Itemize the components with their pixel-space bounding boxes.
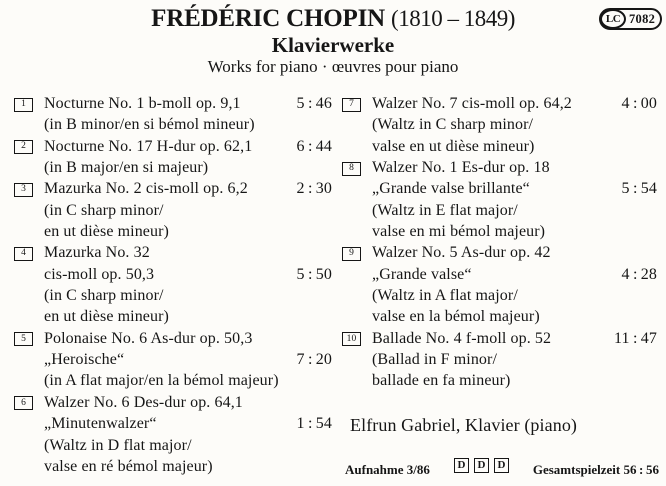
track-text: Polonaise No. 6 As-dur op. 50,3 — [44, 329, 253, 347]
track-text: Mazurka No. 2 cis-moll op. 6,2 — [44, 180, 248, 198]
track-text: Mazurka No. 32 — [44, 244, 150, 262]
track-text: valse en ut dièse mineur) — [372, 137, 535, 155]
track-line — [372, 264, 657, 285]
track-number-box: 4 — [14, 247, 33, 261]
track-time: 2 : 30 — [296, 180, 332, 198]
track-line — [44, 157, 332, 178]
track-time: 6 : 44 — [296, 137, 332, 155]
track-lines — [372, 242, 657, 327]
spars-letter-box: D — [474, 458, 489, 473]
track-line — [372, 200, 657, 221]
track-time: 4 : 28 — [621, 265, 657, 283]
track-text: „Minutenwalzer“ — [44, 415, 157, 433]
track-number-box: 7 — [342, 98, 361, 112]
track-lines — [372, 93, 657, 157]
track-text: (Waltz in C sharp minor/ — [372, 116, 534, 134]
track-text: Walzer No. 6 Des-dur op. 64,1 — [44, 393, 243, 411]
composer-name: FRÉDÉRIC CHOPIN — [151, 5, 385, 32]
track-line — [372, 242, 657, 263]
track-lines — [372, 157, 657, 242]
lc-number: 7082 — [629, 11, 656, 26]
track-text: (in C sharp minor/ — [44, 201, 164, 219]
track-text: (Ballad in F minor/ — [372, 351, 498, 369]
track-number-box: 9 — [342, 247, 361, 261]
track-line — [372, 306, 657, 327]
track-number-box: 10 — [342, 332, 361, 346]
track-entry — [14, 93, 332, 136]
work-subtitle: Works for piano · œuvres pour piano — [207, 56, 459, 76]
track-time: 7 : 20 — [296, 351, 332, 369]
track-lines — [372, 328, 657, 392]
track-time: 5 : 46 — [296, 95, 332, 112]
track-line — [44, 221, 332, 242]
track-text: en ut dièse mineur) — [44, 223, 169, 241]
track-entry — [14, 392, 332, 477]
track-text: cis-moll op. 50,3 — [44, 265, 155, 283]
track-text: (Waltz in E flat major/ — [372, 201, 518, 219]
spars-letter-box: D — [454, 458, 469, 473]
track-text: valse en la bémol majeur) — [372, 308, 540, 326]
track-number-box: 5 — [14, 332, 33, 346]
track-line — [372, 349, 657, 370]
track-text: ballade en fa mineur) — [372, 372, 511, 390]
track-entry — [14, 242, 332, 327]
track-text: (in C sharp minor/ — [44, 287, 164, 305]
track-line — [372, 114, 657, 135]
track-line — [372, 93, 657, 114]
track-line — [44, 136, 332, 157]
track-line — [44, 200, 332, 221]
track-line — [372, 328, 657, 349]
track-text: (in B major/en si majeur) — [44, 159, 209, 177]
track-line — [44, 178, 332, 199]
track-entry — [14, 136, 332, 179]
composer-dates: (1810 – 1849) — [391, 6, 515, 31]
track-lines — [44, 392, 332, 477]
track-text: (in A flat major/en la bémol majeur) — [44, 372, 279, 390]
track-lines — [44, 178, 332, 242]
track-list-right — [342, 93, 657, 392]
track-line — [372, 157, 657, 178]
performer-credit: Elfrun Gabriel, Klavier (piano) — [350, 415, 578, 435]
track-line — [44, 349, 332, 370]
track-time: 11 : 47 — [614, 329, 657, 347]
track-line — [44, 306, 332, 327]
total-playing-time: Gesamtspielzeit 56 : 56 — [532, 462, 659, 477]
track-text: valse en ré bémol majeur) — [44, 457, 213, 475]
track-line — [44, 114, 332, 135]
track-time: 5 : 54 — [621, 180, 657, 198]
track-list-left — [14, 93, 332, 477]
track-text: Walzer No. 1 Es-dur op. 18 — [372, 159, 550, 177]
track-line — [44, 328, 332, 349]
spars-letter-box: D — [494, 458, 509, 473]
track-text: valse en mi bémol majeur) — [372, 223, 546, 241]
lc-label-badge — [599, 8, 662, 30]
track-lines — [44, 136, 332, 179]
track-text: Walzer No. 5 As-dur op. 42 — [372, 244, 551, 262]
track-entry — [342, 242, 657, 327]
track-line — [44, 413, 332, 434]
track-entry — [14, 178, 332, 242]
track-line — [44, 392, 332, 413]
track-line — [44, 370, 332, 391]
track-line — [44, 242, 332, 263]
track-line — [372, 136, 657, 157]
track-text: „Grande valse“ — [372, 265, 472, 283]
track-line — [372, 178, 657, 199]
work-title: Klavierwerke — [271, 33, 395, 57]
track-line — [372, 221, 657, 242]
track-text: (Waltz in D flat major/ — [44, 436, 192, 454]
track-text: „Grande valse brillante“ — [372, 180, 530, 198]
track-text: Nocturne No. 17 H-dur op. 62,1 — [44, 137, 253, 155]
track-text: (in B minor/en si bémol mineur) — [44, 116, 255, 134]
track-time: 5 : 50 — [296, 265, 332, 283]
track-lines — [44, 328, 332, 392]
track-number-box: 1 — [14, 98, 33, 112]
spars-code — [454, 458, 509, 473]
track-line — [372, 370, 657, 391]
track-entry — [14, 328, 332, 392]
track-text: Ballade No. 4 f-moll op. 52 — [372, 329, 552, 347]
track-lines — [44, 93, 332, 136]
track-text: Walzer No. 7 cis-moll op. 64,2 — [372, 95, 572, 112]
track-line — [44, 93, 332, 114]
track-line — [44, 264, 332, 285]
composer-line — [0, 5, 666, 32]
track-number-box: 3 — [14, 183, 33, 197]
track-text: „Heroische“ — [44, 351, 125, 369]
track-entry — [342, 328, 657, 392]
lc-code: LC — [600, 9, 626, 29]
track-text: (Waltz in A flat major/ — [372, 287, 518, 305]
recording-date: Aufnahme 3/86 — [345, 462, 430, 477]
track-text: en ut dièse mineur) — [44, 308, 169, 326]
track-time: 1 : 54 — [296, 415, 332, 433]
track-lines — [44, 242, 332, 327]
track-number-box: 6 — [14, 396, 33, 410]
track-number-box: 2 — [14, 140, 33, 154]
album-header — [0, 5, 666, 76]
track-line — [44, 285, 332, 306]
track-number-box: 8 — [342, 162, 361, 176]
track-text: Nocturne No. 1 b-moll op. 9,1 — [44, 95, 241, 112]
track-line — [44, 435, 332, 456]
track-line — [372, 285, 657, 306]
track-time: 4 : 00 — [621, 95, 657, 112]
track-line — [44, 456, 332, 477]
track-entry — [342, 93, 657, 157]
track-entry — [342, 157, 657, 242]
